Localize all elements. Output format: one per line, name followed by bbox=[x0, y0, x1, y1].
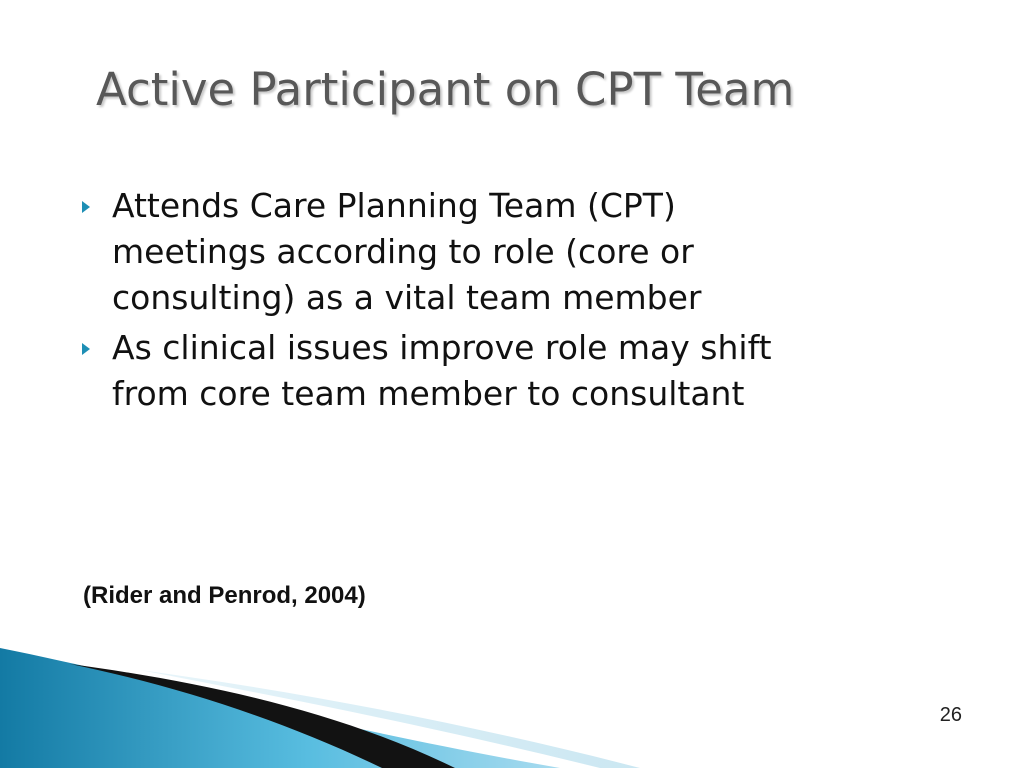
bullet-item bbox=[82, 183, 882, 321]
page-number: 26 bbox=[939, 704, 962, 726]
footer-swoosh-decoration bbox=[0, 640, 1024, 768]
triangle-right-icon bbox=[82, 343, 90, 355]
bullet-list bbox=[82, 183, 882, 421]
bullet-text: Attends Care Planning Team (CPT) meetings according to role (core or consulting) as a vital team member bbox=[112, 186, 702, 317]
citation: (Rider and Penrod, 2004) bbox=[83, 582, 366, 609]
bullet-item bbox=[82, 325, 882, 417]
slide-title: Active Participant on CPT Team bbox=[96, 63, 795, 116]
bullet-text: As clinical issues improve role may shift from core team member to consultant bbox=[112, 328, 772, 413]
triangle-right-icon bbox=[82, 201, 90, 213]
